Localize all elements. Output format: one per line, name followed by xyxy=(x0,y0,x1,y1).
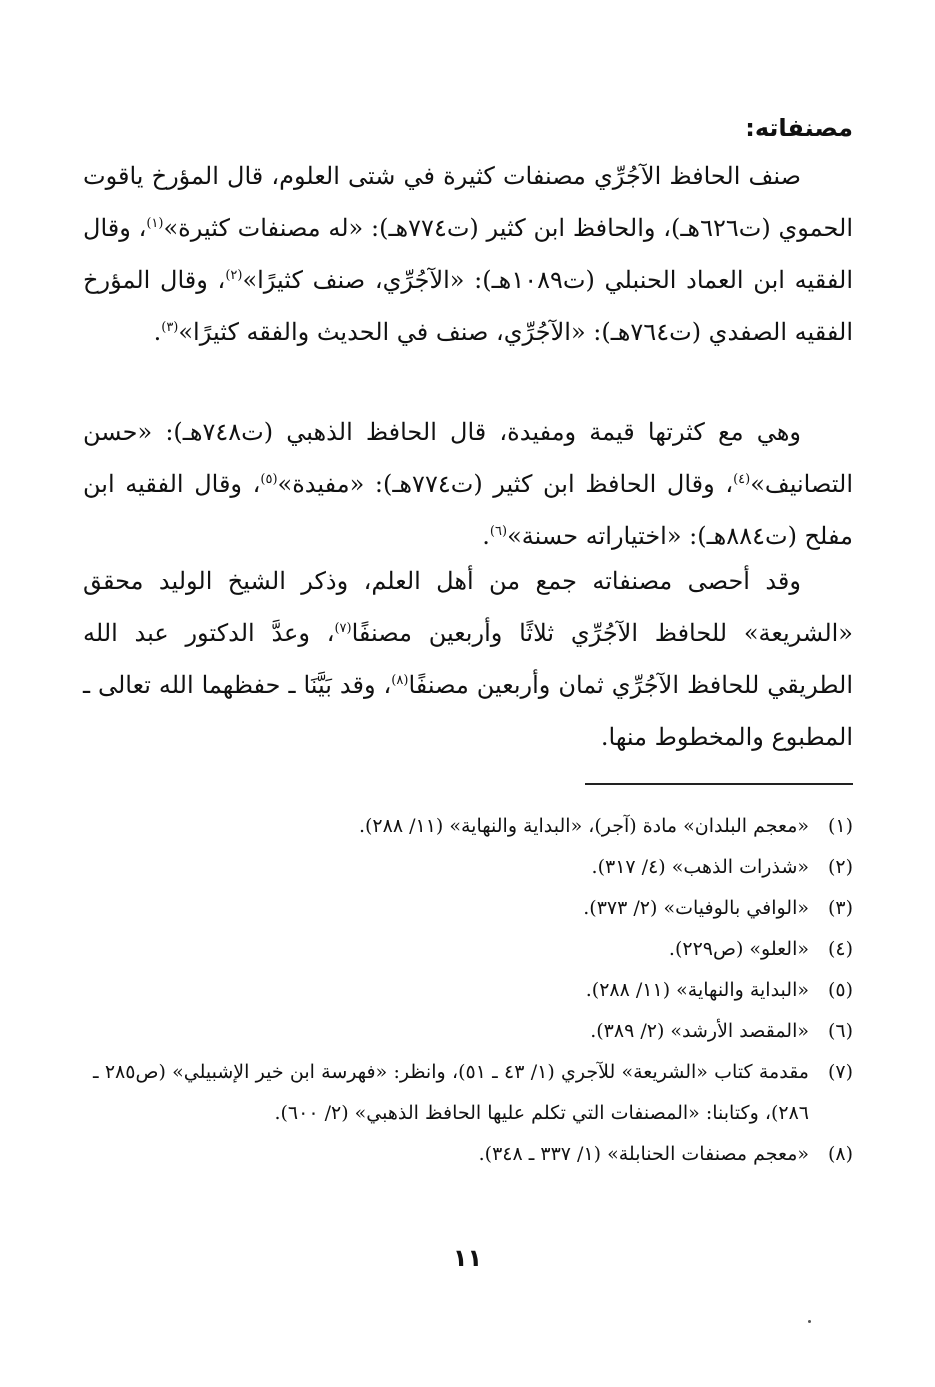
paragraph-2-text-a: وهي مع كثرتها قيمة ومفيدة، قال الحافظ الذهبي (ت٧٤٨هـ): «حسن التصانيف» xyxy=(83,418,854,498)
paragraph-1-text-b: ، وقال الفقيه ابن العماد الحنبلي (ت١٠٨٩هـ): «الآجُرِّي، صنف كثيرًا» xyxy=(83,214,853,294)
footnote-text: «العلو» (ص٢٢٩). xyxy=(668,938,809,960)
footnote-item xyxy=(93,1134,853,1175)
footnote-number: (٤) xyxy=(827,938,853,960)
paragraph-1 xyxy=(83,150,853,358)
paragraph-2-text-b: ، وقال الحافظ ابن كثير (ت٧٧٤هـ): «مفيدة» xyxy=(277,470,734,498)
footnote-ref-8: (٨) xyxy=(391,673,409,688)
footnotes-list xyxy=(93,806,853,1175)
footnote-separator xyxy=(585,783,853,785)
footnote-text: مقدمة كتاب «الشريعة» للآجري (١/ ٤٣ ـ ٥١)، وانظر: «فهرسة ابن خير الإشبيلي» (ص٢٨٥ ـ ٢٨٦)، وكتابنا: «المصنفات التي تكلم عليها الحافظ الذهبي» (٢/ ٦٠٠). xyxy=(93,1061,809,1124)
footnote-number: (٨) xyxy=(827,1143,853,1165)
paragraph-1-text-d: . xyxy=(153,318,162,346)
page-number: ١١ xyxy=(452,1244,483,1272)
scan-speck xyxy=(808,1320,811,1323)
paragraph-2-text-d: . xyxy=(482,522,490,550)
footnote-number: (٧) xyxy=(827,1061,853,1083)
paragraph-2-text-c: ، وقال الفقيه ابن مفلح (ت٨٨٤هـ): «اختياراته حسنة» xyxy=(83,470,853,550)
section-heading: مصنفاته: xyxy=(745,114,853,142)
footnote-ref-4: (٤) xyxy=(733,472,751,487)
footnote-number: (٥) xyxy=(827,979,853,1001)
footnote-ref-3: (٣) xyxy=(161,320,179,335)
footnote-number: (٣) xyxy=(827,897,853,919)
footnote-item xyxy=(93,1011,853,1052)
footnote-text: «الوافي بالوفيات» (٢/ ٣٧٣). xyxy=(583,897,809,919)
footnote-item xyxy=(93,806,853,847)
footnote-item xyxy=(93,888,853,929)
footnote-item xyxy=(93,929,853,970)
paragraph-2 xyxy=(83,406,853,562)
footnote-text: «شذرات الذهب» (٤/ ٣١٧). xyxy=(591,856,809,878)
footnote-ref-7: (٧) xyxy=(334,621,352,636)
footnote-ref-1: (١) xyxy=(146,216,164,231)
paragraph-3-text-b: ، وعدَّ الدكتور عبد الله الطريقي للحافظ الآجُرِّي ثمان وأربعين مصنفًا xyxy=(83,619,853,699)
footnote-ref-6: (٦) xyxy=(489,524,508,539)
paragraph-1-text-a: صنف الحافظ الآجُرِّي مصنفات كثيرة في شتى العلوم، قال المؤرخ ياقوت الحموي (ت٦٢٦هـ)، والحافظ ابن كثير (ت٧٧٤هـ): «له مصنفات كثيرة» xyxy=(83,162,853,242)
paragraph-3 xyxy=(83,555,853,763)
footnote-item xyxy=(93,1052,853,1134)
footnote-text: «المقصد الأرشد» (٢/ ٣٨٩). xyxy=(590,1020,809,1042)
paragraph-3-text-a: وقد أحصى مصنفاته جمع من أهل العلم، وذكر الشيخ الوليد محقق «الشريعة» للحافظ الآجُرِّي ثلاثًا وأربعين مصنفًا xyxy=(83,567,853,647)
footnote-text: «معجم البلدان» مادة (آجر)، «البداية والنهاية» (١١/ ٢٨٨). xyxy=(358,815,809,837)
footnote-number: (٢) xyxy=(827,856,853,878)
footnote-number: (٦) xyxy=(827,1020,853,1042)
footnote-item xyxy=(93,970,853,1011)
footnote-text: «معجم مصنفات الحنابلة» (١/ ٣٣٧ ـ ٣٤٨). xyxy=(478,1143,809,1165)
footnote-item xyxy=(93,847,853,888)
footnote-ref-2: (٢) xyxy=(225,268,243,283)
paragraph-3-text-c: ، وقد بَيَّنَا ـ حفظهما الله تعالى ـ المطبوع والمخطوط منها. xyxy=(83,671,853,751)
footnote-text: «البداية والنهاية» (١١/ ٢٨٨). xyxy=(585,979,809,1001)
footnote-number: (١) xyxy=(827,815,853,837)
paragraph-1-text-c: ، وقال المؤرخ الفقيه الصفدي (ت٧٦٤هـ): «الآجُرِّي، صنف في الحديث والفقه كثيرًا» xyxy=(83,266,853,346)
footnote-ref-5: (٥) xyxy=(260,472,278,487)
